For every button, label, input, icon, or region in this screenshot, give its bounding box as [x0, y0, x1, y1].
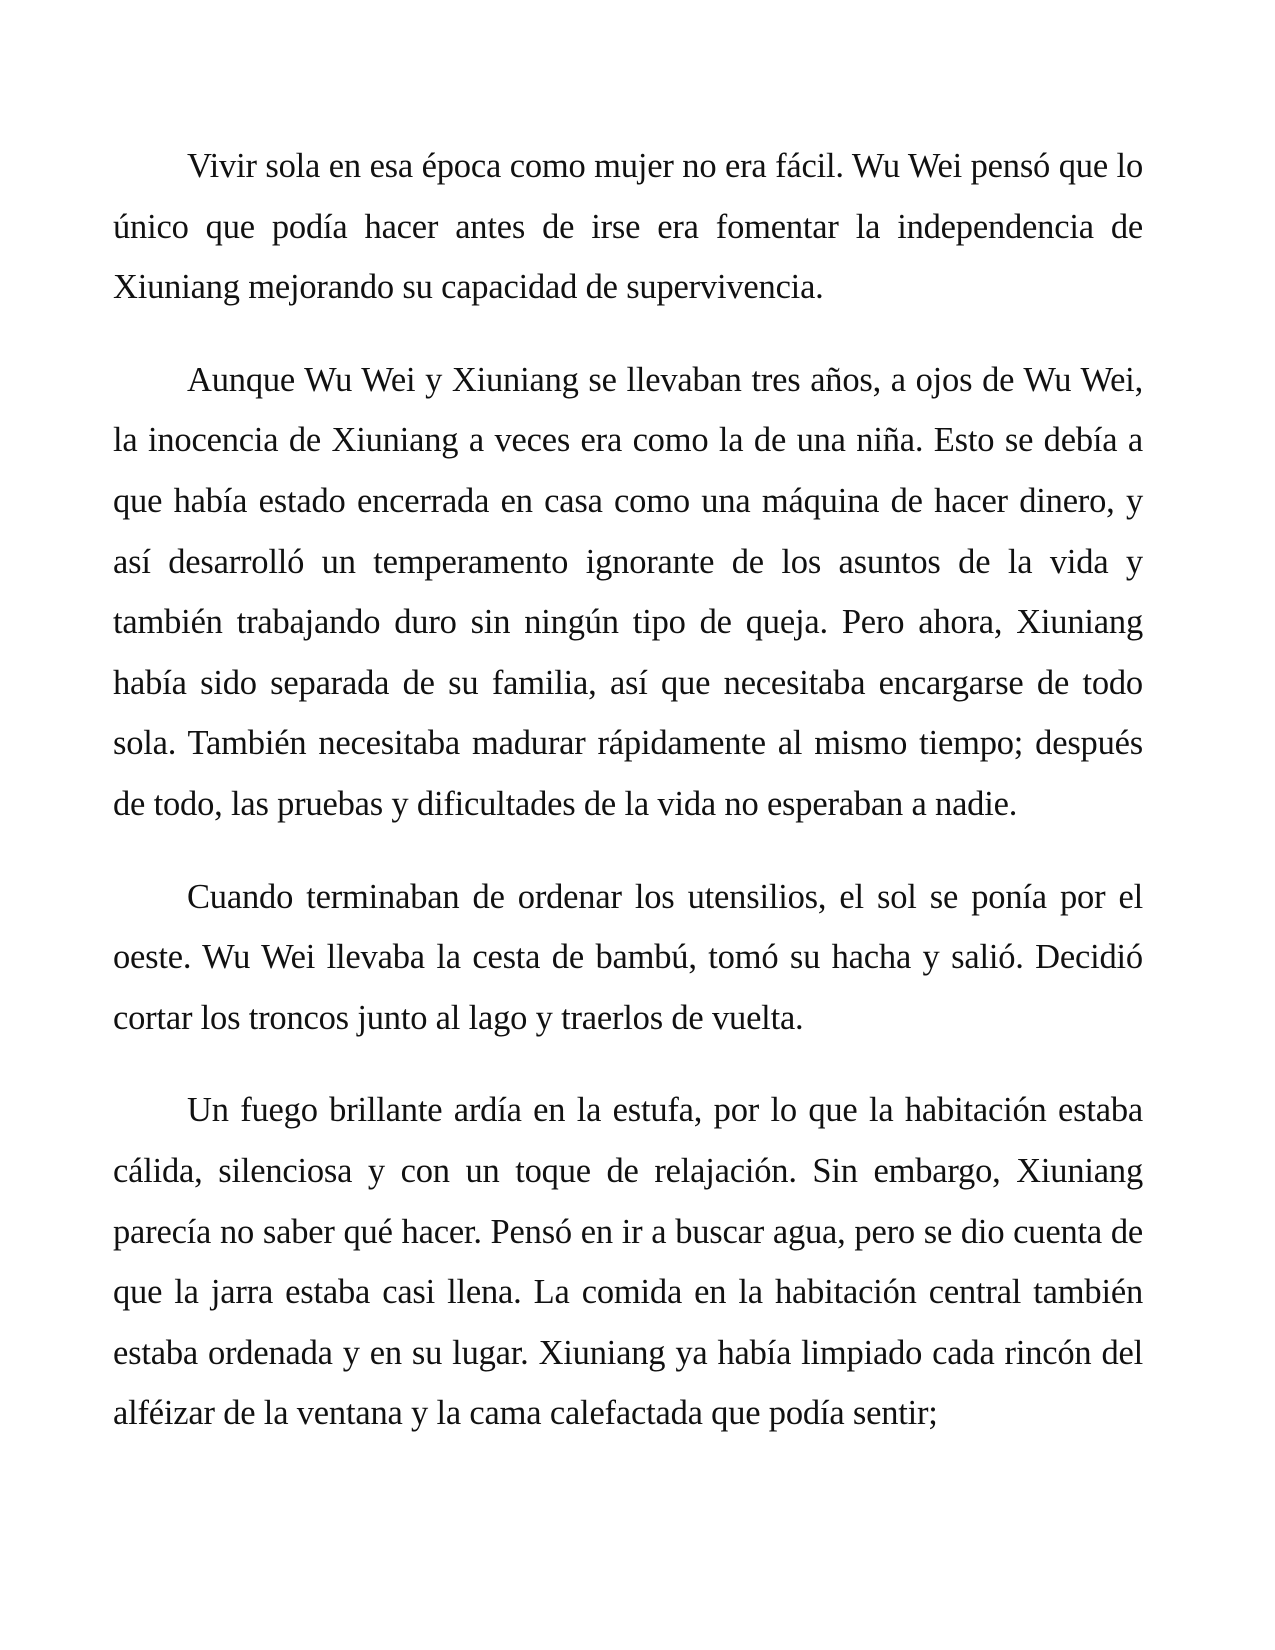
- body-text: [113, 136, 1143, 1444]
- paragraph-3: Cuando terminaban de ordenar los utensilios, el sol se ponía por el oeste. Wu Wei llevaba la cesta de bambú, tomó su hacha y salió. Decidió cortar los troncos junto al lago y traerlos de vuelta.: [113, 877, 1143, 1037]
- paragraph-2: Aunque Wu Wei y Xiuniang se llevaban tres años, a ojos de Wu Wei, la inocencia de Xiuniang a veces era como la de una niña. Esto se debía a que había estado encerrada en casa como una máquina de hacer dinero, y así desarrolló un temperamento ignorante de los asuntos de la vida y también trabajando duro sin ningún tipo de queja. Pero ahora, Xiuniang había sido separada de su familia, así que necesitaba encargarse de todo sola. También necesitaba madurar rápidamente al mismo tiempo; después de todo, las pruebas y dificultades de la vida no esperaban a nadie.: [113, 360, 1143, 823]
- paragraph-4: Un fuego brillante ardía en la estufa, por lo que la habitación estaba cálida, silenciosa y con un toque de relajación. Sin embargo, Xiuniang parecía no saber qué hacer. Pensó en ir a buscar agua, pero se dio cuenta de que la jarra estaba casi llena. La comida en la habitación central también estaba ordenada y en su lugar. Xiuniang ya había limpiado cada rincón del alféizar de la ventana y la cama calefactada que podía sentir;: [113, 1091, 1143, 1433]
- paragraph-1: Vivir sola en esa época como mujer no era fácil. Wu Wei pensó que lo único que podía hacer antes de irse era fomentar la independencia de Xiuniang mejorando su capacidad de supervivencia.: [113, 147, 1143, 307]
